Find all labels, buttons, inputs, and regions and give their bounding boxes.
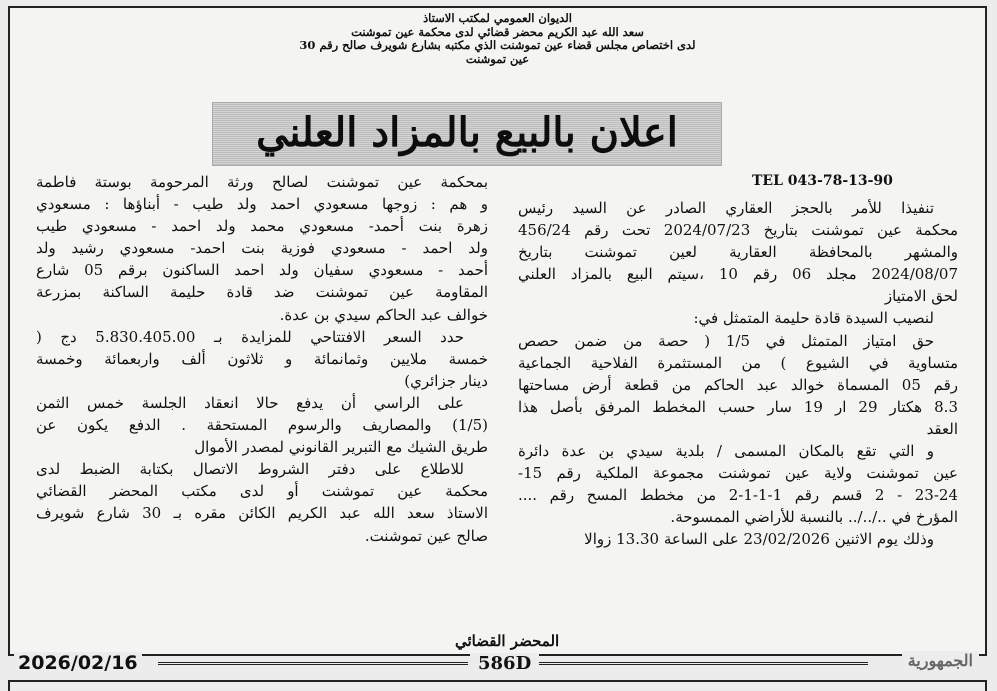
text-line: محكمة عين تموشنت بتاريخ 2024/07/23 تحت رقم 456/24 bbox=[518, 221, 958, 240]
page-footer bbox=[8, 651, 987, 676]
header-line: لدى اختصاص مجلس قضاء عين تموشنت الذي مكتبه بشارع شويرف صالح رقم 30 bbox=[299, 38, 696, 52]
signature: المحضر القضائي bbox=[455, 632, 560, 650]
text-line: حق امتياز المتمثل في 1/5 ( حصة من ضمن حصص bbox=[518, 331, 935, 350]
text-line: (1/5) والمصاريف والرسوم المستحقة . الدفع يكون عن bbox=[36, 416, 488, 435]
text-line: لحق الامتياز bbox=[884, 287, 958, 306]
text-line: للاطلاع على دفتر الشروط الاتصال بكتابة الضبط لدى bbox=[36, 460, 464, 479]
telephone: TEL 043-78-13-90 bbox=[752, 173, 893, 189]
announcement-frame bbox=[8, 6, 987, 656]
text-line: محكمة عين تموشنت أو لدى مكتب المحضر القضائي bbox=[36, 482, 488, 501]
text-line: بمحكمة عين تموشنت لصالح ورثة المرحومة بوستة فاطمة bbox=[36, 173, 488, 191]
text-line: تنفيذا للأمر بالحجز العقاري الصادر عن السيد رئيس bbox=[518, 199, 934, 217]
text-line: المقاومة عين تموشنت ضد قادة حليمة الساكنة بمزرعة bbox=[36, 283, 488, 302]
text-line: و التي تقع بالمكان المسمى / بلدية سيدي بن عدة دائرة bbox=[518, 442, 934, 461]
text-line: الاستاذ سعد الله عبد الكريم الكائن مقره بـ 30 شارع شويرف bbox=[36, 504, 488, 523]
page-title: اعلان بالبيع بالمزاد العلني bbox=[256, 109, 678, 156]
text-line: زهرة بنت أحمد- مسعودي محمد ولد احمد - مسعودي طيب bbox=[36, 217, 488, 236]
footer-rule bbox=[158, 662, 468, 665]
issue-date: 2026/02/16 bbox=[14, 652, 142, 674]
right-column bbox=[518, 197, 958, 551]
text-line: ولد احمد - مسعودي فوزية بنت احمد- مسعودي رشيد ولد bbox=[36, 239, 488, 258]
text-line: رقم 05 المسماة خوالد عبد الحاكم من قطعة أرض مساحتها bbox=[518, 375, 958, 394]
left-column bbox=[36, 171, 488, 547]
text-line: عين تموشنت ولاية عين تموشنت مجموعة الملكية رقم 15- bbox=[518, 464, 958, 483]
text-line: طريق الشيك مع التبرير القانوني لمصدر الأموال bbox=[194, 438, 488, 457]
text-line: 8.3 هكتار 29 ار 19 سار حسب المخطط المرفق بأصل هذا bbox=[518, 397, 958, 416]
text-line: دينار جزائري) bbox=[404, 371, 488, 390]
text-line: وذلك يوم الاثنين 23/02/2026 على الساعة 13.30 زوالا bbox=[584, 530, 934, 549]
text-line: متساوية في الشيوع ) من المستثمرة الفلاحية الجماعية bbox=[518, 353, 958, 372]
newspaper-logo: الجمهورية bbox=[902, 651, 979, 670]
text-line: و هم : زوجها مسعودي احمد ولد طيب - أبناؤها : مسعودي bbox=[36, 195, 488, 214]
text-line: 2024/08/07 مجلد 06 رقم 10 ،سيتم البيع بالمزاد العلني bbox=[518, 265, 958, 284]
text-line: والمشهر بالمحافظة العقارية لعين تموشنت بتاريخ bbox=[518, 243, 958, 262]
issue-code: 586D bbox=[470, 653, 539, 674]
title-banner bbox=[212, 102, 722, 166]
header-line: الديوان العمومي لمكتب الاستاذ bbox=[423, 11, 572, 25]
footer-rule bbox=[538, 662, 868, 665]
issuer-header bbox=[10, 12, 985, 66]
text-line: خمسة ملايين وثمانمائة و ثلاثون ألف واربعمائة وخمسة bbox=[36, 349, 488, 368]
text-line: خوالف عبد الحاكم سيدي بن عدة. bbox=[279, 305, 488, 324]
text-line: المؤرخ في ../../.. بالنسبة للأراضي الممسوحة. bbox=[670, 508, 958, 527]
text-line: العقد bbox=[926, 419, 958, 438]
header-line: عين تموشنت bbox=[465, 51, 530, 66]
header-line: سعد الله عبد الكريم محضر قضائي لدى محكمة عين تموشنت bbox=[351, 24, 644, 39]
text-line: أحمد - مسعودي سفيان ولد احمد الساكنون برقم 05 شارع bbox=[36, 261, 489, 280]
text-line: لنصيب السيدة قادة حليمة المتمثل في: bbox=[693, 309, 934, 328]
text-line: على الراسي أن يدفع حالا انعقاد الجلسة خمس الثمن bbox=[36, 393, 464, 412]
next-frame-edge bbox=[8, 680, 987, 691]
text-line: 23-24 - 2 قسم رقم 1-1-1-2 من مخطط المسح رقم .... bbox=[518, 486, 958, 505]
text-line: حدد السعر الافتتاحي للمزايدة بـ 5.830.405.00 دج ( bbox=[36, 327, 464, 346]
text-line: صالح عين تموشنت. bbox=[364, 526, 488, 545]
